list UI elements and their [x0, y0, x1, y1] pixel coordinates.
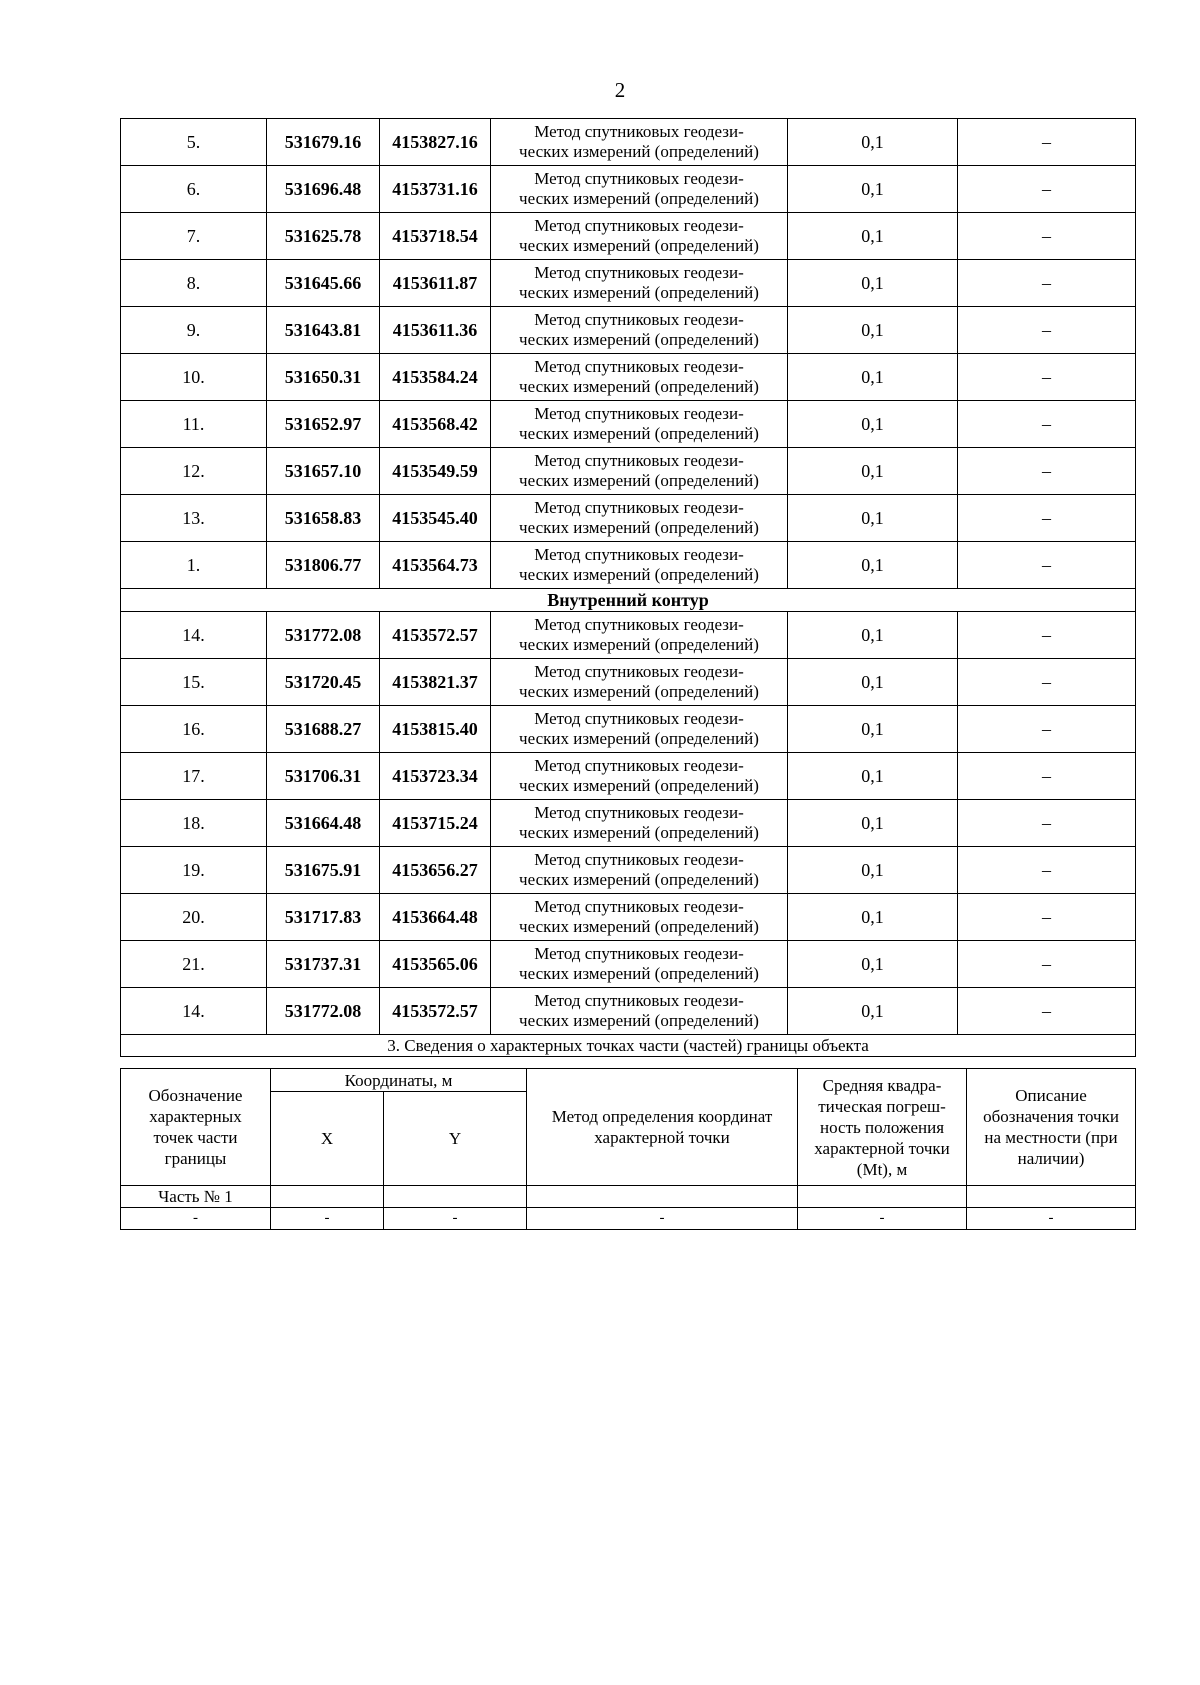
- coord-y: 4153549.59: [380, 448, 491, 495]
- method-cell: [491, 612, 788, 659]
- coord-x: 531657.10: [267, 448, 380, 495]
- coord-y: 4153731.16: [380, 166, 491, 213]
- method-cell: [491, 800, 788, 847]
- empty-cell: [527, 1186, 798, 1208]
- accuracy: 0,1: [788, 800, 958, 847]
- method-cell: [491, 166, 788, 213]
- inner-contour-label: Внутренний контур: [121, 589, 1136, 612]
- coord-y: 4153715.24: [380, 800, 491, 847]
- coord-x: 531625.78: [267, 213, 380, 260]
- accuracy: 0,1: [788, 659, 958, 706]
- accuracy: 0,1: [788, 166, 958, 213]
- method-line: ческих измерений (определений): [519, 870, 759, 889]
- point-description: –: [958, 448, 1136, 495]
- header-accuracy-line: ность положения: [820, 1117, 945, 1137]
- method-line: ческих измерений (определений): [519, 518, 759, 537]
- point-description: –: [958, 119, 1136, 166]
- point-number: 9.: [121, 307, 267, 354]
- dash-cell: -: [271, 1208, 384, 1230]
- coord-y: 4153572.57: [380, 988, 491, 1035]
- coord-y: 4153723.34: [380, 753, 491, 800]
- point-number: 19.: [121, 847, 267, 894]
- method-line: Метод спутниковых геодези-: [534, 615, 744, 634]
- coord-x: 531652.97: [267, 401, 380, 448]
- method-cell: [491, 894, 788, 941]
- coord-y: 4153815.40: [380, 706, 491, 753]
- empty-cell: [798, 1186, 967, 1208]
- point-row: [121, 659, 1136, 706]
- coord-x: 531737.31: [267, 941, 380, 988]
- method-line: Метод спутниковых геодези-: [534, 662, 744, 681]
- method-line: ческих измерений (определений): [519, 565, 759, 584]
- boundary-points-table: [120, 118, 1136, 1057]
- header-description-line: обозначения точки: [983, 1107, 1119, 1126]
- accuracy: 0,1: [788, 260, 958, 307]
- accuracy: 0,1: [788, 542, 958, 589]
- point-description: –: [958, 800, 1136, 847]
- method-line: Метод спутниковых геодези-: [534, 545, 744, 564]
- accuracy: 0,1: [788, 941, 958, 988]
- method-line: Метод спутниковых геодези-: [534, 803, 744, 822]
- empty-cell: [967, 1186, 1136, 1208]
- accuracy: 0,1: [788, 213, 958, 260]
- method-cell: [491, 307, 788, 354]
- point-description: –: [958, 941, 1136, 988]
- method-line: Метод спутниковых геодези-: [534, 404, 744, 423]
- point-description: –: [958, 401, 1136, 448]
- dash-cell: -: [527, 1208, 798, 1230]
- coord-x: 531658.83: [267, 495, 380, 542]
- dash-cell: -: [384, 1208, 527, 1230]
- point-description: –: [958, 847, 1136, 894]
- method-line: Метод спутниковых геодези-: [534, 122, 744, 141]
- dash-row: [121, 1208, 1136, 1230]
- coord-x: 531706.31: [267, 753, 380, 800]
- coord-y: 4153584.24: [380, 354, 491, 401]
- accuracy: 0,1: [788, 847, 958, 894]
- method-line: Метод спутниковых геодези-: [534, 944, 744, 963]
- coord-y: 4153821.37: [380, 659, 491, 706]
- header-description-line: на местности (при: [984, 1128, 1118, 1147]
- header-accuracy-line: тическая погреш-: [818, 1096, 946, 1116]
- method-line: ческих измерений (определений): [519, 471, 759, 490]
- point-row: [121, 495, 1136, 542]
- inner-contour-row: [121, 589, 1136, 612]
- coord-y: 4153611.36: [380, 307, 491, 354]
- coord-y: 4153545.40: [380, 495, 491, 542]
- point-number: 8.: [121, 260, 267, 307]
- section-title: 3. Сведения о характерных точках части (частей) границы объекта: [121, 1035, 1136, 1057]
- accuracy: 0,1: [788, 119, 958, 166]
- point-row: [121, 941, 1136, 988]
- coord-x: 531688.27: [267, 706, 380, 753]
- coord-x: 531806.77: [267, 542, 380, 589]
- coord-x: 531643.81: [267, 307, 380, 354]
- method-line: ческих измерений (определений): [519, 635, 759, 654]
- method-line: ческих измерений (определений): [519, 142, 759, 161]
- part-boundary-points-table: [120, 1068, 1136, 1230]
- method-line: ческих измерений (определений): [519, 330, 759, 349]
- point-number: 6.: [121, 166, 267, 213]
- coord-y: 4153827.16: [380, 119, 491, 166]
- accuracy: 0,1: [788, 448, 958, 495]
- method-cell: [491, 495, 788, 542]
- point-row: [121, 706, 1136, 753]
- coord-x: 531679.16: [267, 119, 380, 166]
- accuracy: 0,1: [788, 706, 958, 753]
- header-method-line: Метод определения координат: [551, 1107, 773, 1126]
- accuracy: 0,1: [788, 307, 958, 354]
- point-description: –: [958, 354, 1136, 401]
- method-cell: [491, 988, 788, 1035]
- empty-cell: [384, 1186, 527, 1208]
- page-number: 2: [614, 78, 626, 102]
- header-accuracy-line: (Mt), м: [856, 1159, 908, 1179]
- coord-x: 531650.31: [267, 354, 380, 401]
- header-description-line: наличии): [1017, 1149, 1085, 1168]
- point-number: 14.: [121, 988, 267, 1035]
- method-line: Метод спутниковых геодези-: [534, 310, 744, 329]
- point-row: [121, 354, 1136, 401]
- point-number: 15.: [121, 659, 267, 706]
- method-line: Метод спутниковых геодези-: [534, 169, 744, 188]
- method-line: ческих измерений (определений): [519, 283, 759, 302]
- dash-cell: -: [967, 1208, 1136, 1230]
- empty-cell: [271, 1186, 384, 1208]
- point-number: 10.: [121, 354, 267, 401]
- point-description: –: [958, 213, 1136, 260]
- point-description: –: [958, 753, 1136, 800]
- header-designation-line: характерных: [149, 1107, 242, 1126]
- section-title-row: [121, 1035, 1136, 1057]
- method-cell: [491, 354, 788, 401]
- point-row: [121, 847, 1136, 894]
- header-designation: [121, 1069, 271, 1186]
- coord-x: 531772.08: [267, 988, 380, 1035]
- point-number: 16.: [121, 706, 267, 753]
- point-row: [121, 448, 1136, 495]
- method-line: Метод спутниковых геодези-: [534, 498, 744, 517]
- method-line: ческих измерений (определений): [519, 424, 759, 443]
- dash-cell: -: [798, 1208, 967, 1230]
- method-line: ческих измерений (определений): [519, 236, 759, 255]
- method-cell: [491, 847, 788, 894]
- coord-y: 4153718.54: [380, 213, 491, 260]
- header-designation-line: границы: [164, 1149, 227, 1168]
- accuracy: 0,1: [788, 612, 958, 659]
- method-cell: [491, 213, 788, 260]
- method-line: ческих измерений (определений): [519, 682, 759, 701]
- method-line: Метод спутниковых геодези-: [534, 897, 744, 916]
- accuracy: 0,1: [788, 753, 958, 800]
- method-cell: [491, 659, 788, 706]
- point-row: [121, 260, 1136, 307]
- header-accuracy-line: Средняя квадра-: [822, 1075, 942, 1095]
- point-row: [121, 213, 1136, 260]
- header-designation-line: точек части: [153, 1128, 238, 1147]
- point-row: [121, 542, 1136, 589]
- coord-x: 531664.48: [267, 800, 380, 847]
- point-row: [121, 307, 1136, 354]
- accuracy: 0,1: [788, 401, 958, 448]
- method-line: Метод спутниковых геодези-: [534, 451, 744, 470]
- header-coordinates: Координаты, м: [271, 1069, 527, 1092]
- coord-x: 531717.83: [267, 894, 380, 941]
- header-accuracy-line: характерной точки: [814, 1138, 950, 1158]
- method-line: ческих измерений (определений): [519, 964, 759, 983]
- coord-x: 531772.08: [267, 612, 380, 659]
- point-description: –: [958, 659, 1136, 706]
- point-row: [121, 988, 1136, 1035]
- method-cell: [491, 542, 788, 589]
- coord-y: 4153664.48: [380, 894, 491, 941]
- coord-y: 4153611.87: [380, 260, 491, 307]
- header-description: [967, 1069, 1136, 1186]
- accuracy: 0,1: [788, 495, 958, 542]
- method-line: Метод спутниковых геодези-: [534, 709, 744, 728]
- point-description: –: [958, 166, 1136, 213]
- method-line: ческих измерений (определений): [519, 1011, 759, 1030]
- method-cell: [491, 706, 788, 753]
- method-line: ческих измерений (определений): [519, 189, 759, 208]
- point-description: –: [958, 988, 1136, 1035]
- coord-y: 4153572.57: [380, 612, 491, 659]
- method-cell: [491, 448, 788, 495]
- point-row: [121, 612, 1136, 659]
- point-number: 21.: [121, 941, 267, 988]
- method-line: Метод спутниковых геодези-: [534, 756, 744, 775]
- method-line: Метод спутниковых геодези-: [534, 850, 744, 869]
- method-line: Метод спутниковых геодези-: [534, 263, 744, 282]
- header-method-line: характерной точки: [594, 1128, 730, 1147]
- point-number: 20.: [121, 894, 267, 941]
- point-description: –: [958, 612, 1136, 659]
- coord-y: 4153568.42: [380, 401, 491, 448]
- coord-x: 531675.91: [267, 847, 380, 894]
- part-label: Часть № 1: [121, 1186, 271, 1208]
- point-row: [121, 800, 1136, 847]
- method-line: ческих измерений (определений): [519, 917, 759, 936]
- point-number: 5.: [121, 119, 267, 166]
- header-designation-line: Обозначение: [148, 1086, 243, 1105]
- point-number: 7.: [121, 213, 267, 260]
- header-method: [527, 1069, 798, 1186]
- coord-x: 531696.48: [267, 166, 380, 213]
- point-row: [121, 894, 1136, 941]
- coord-x: 531645.66: [267, 260, 380, 307]
- header-x: X: [271, 1092, 384, 1186]
- point-number: 13.: [121, 495, 267, 542]
- point-description: –: [958, 495, 1136, 542]
- point-row: [121, 166, 1136, 213]
- accuracy: 0,1: [788, 988, 958, 1035]
- point-number: 14.: [121, 612, 267, 659]
- dash-cell: -: [121, 1208, 271, 1230]
- method-cell: [491, 753, 788, 800]
- point-number: 12.: [121, 448, 267, 495]
- point-number: 11.: [121, 401, 267, 448]
- point-row: [121, 119, 1136, 166]
- point-description: –: [958, 894, 1136, 941]
- method-cell: [491, 941, 788, 988]
- point-number: 18.: [121, 800, 267, 847]
- coord-y: 4153564.73: [380, 542, 491, 589]
- point-description: –: [958, 706, 1136, 753]
- point-number: 17.: [121, 753, 267, 800]
- coord-x: 531720.45: [267, 659, 380, 706]
- method-line: ческих измерений (определений): [519, 377, 759, 396]
- method-line: ческих измерений (определений): [519, 823, 759, 842]
- method-line: Метод спутниковых геодези-: [534, 357, 744, 376]
- method-line: Метод спутниковых геодези-: [534, 216, 744, 235]
- header-accuracy: [798, 1069, 967, 1186]
- point-row: [121, 401, 1136, 448]
- method-line: ческих измерений (определений): [519, 729, 759, 748]
- point-number: 1.: [121, 542, 267, 589]
- coord-y: 4153565.06: [380, 941, 491, 988]
- part-label-row: [121, 1186, 1136, 1208]
- coord-y: 4153656.27: [380, 847, 491, 894]
- method-line: ческих измерений (определений): [519, 776, 759, 795]
- header-description-line: Описание: [1015, 1086, 1087, 1105]
- point-description: –: [958, 542, 1136, 589]
- method-line: Метод спутниковых геодези-: [534, 991, 744, 1010]
- header-y: Y: [384, 1092, 527, 1186]
- method-cell: [491, 119, 788, 166]
- accuracy: 0,1: [788, 894, 958, 941]
- point-row: [121, 753, 1136, 800]
- method-cell: [491, 260, 788, 307]
- method-cell: [491, 401, 788, 448]
- point-description: –: [958, 260, 1136, 307]
- accuracy: 0,1: [788, 354, 958, 401]
- point-description: –: [958, 307, 1136, 354]
